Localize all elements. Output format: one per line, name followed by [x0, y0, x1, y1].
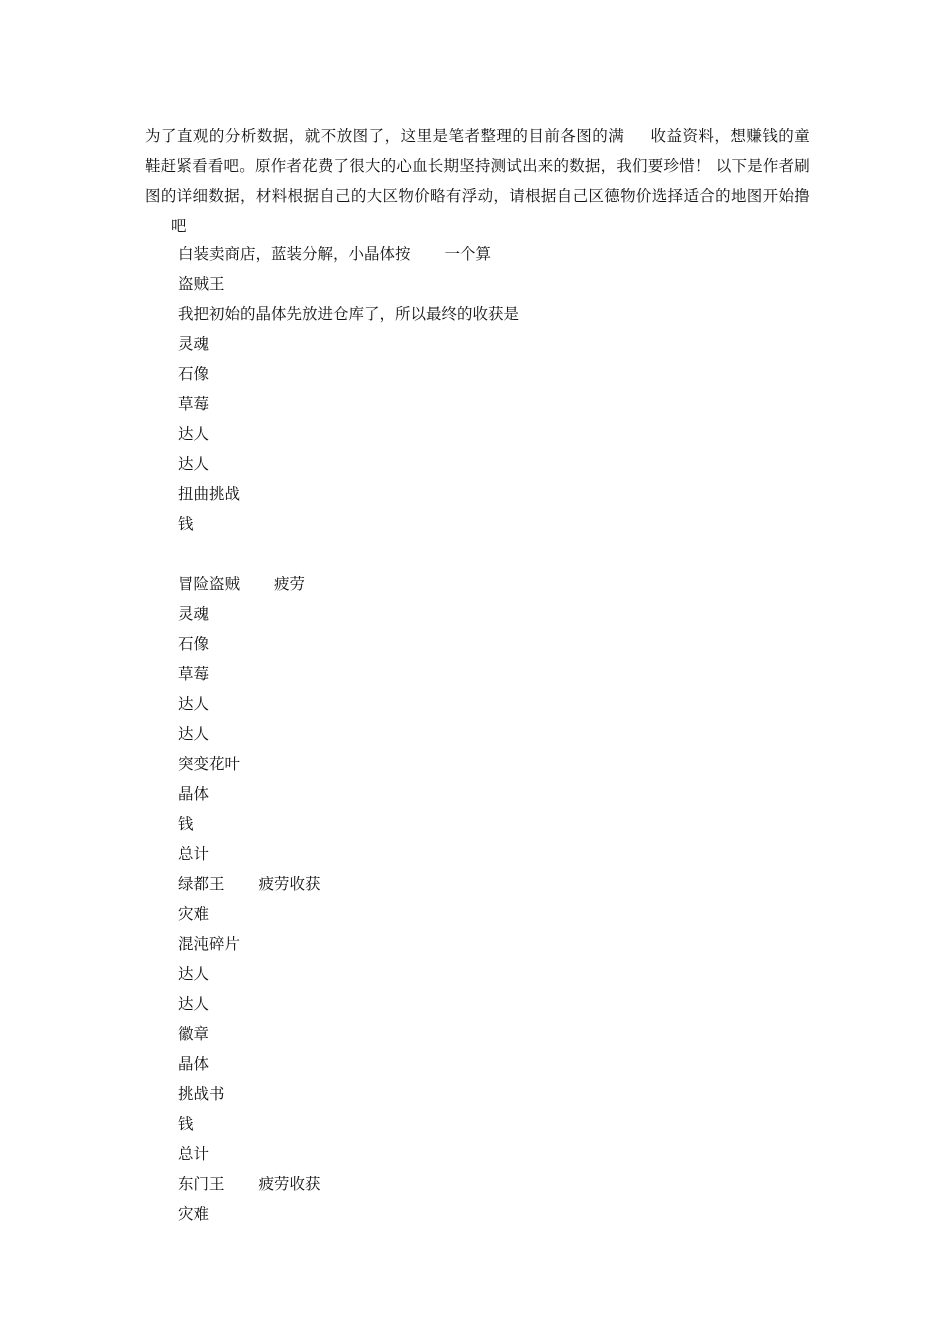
list-line: [178, 659, 778, 689]
list-line: [178, 1169, 778, 1199]
list-line: [178, 839, 778, 869]
line-label: 达人: [178, 725, 210, 743]
list-line: [178, 689, 778, 719]
list-line: [178, 989, 778, 1019]
intro-text-part3: 吧: [171, 217, 187, 235]
line-value: 疲劳收获: [258, 1175, 321, 1193]
list-line: [178, 599, 778, 629]
line-value: 疲劳: [274, 575, 306, 593]
list-line: [178, 779, 778, 809]
list-line: [178, 449, 778, 479]
line-label: 达人: [178, 455, 210, 473]
line-label: 草莓: [178, 395, 210, 413]
list-line: [178, 869, 778, 899]
line-label: 石像: [178, 365, 210, 383]
list-line: [178, 629, 778, 659]
intro-text-part2: 收益资料，想赚钱的童鞋赶紧看看吧。原作者花费了很大的心血长期坚持测试出来的数据，我们要珍惜！ 以下是作者刷图的详细数据，材料根据自己的大区物价略有浮动，请根据自己区德物价选择适合的地图开始撸: [145, 127, 810, 205]
line-label: 徽章: [178, 1025, 210, 1043]
intro-paragraph: [145, 121, 810, 241]
list-line: [178, 569, 778, 599]
list-line: [178, 1019, 778, 1049]
line-label: 扭曲挑战: [178, 485, 241, 503]
line-label: 绿都王: [178, 875, 225, 893]
line-label: 东门王: [178, 1175, 225, 1193]
line-label: 冒险盗贼: [178, 575, 241, 593]
line-value: 一个算: [444, 245, 492, 263]
list-line: [178, 269, 778, 299]
line-label: 突变花叶: [178, 755, 241, 773]
line-label: 灵魂: [178, 335, 210, 353]
list-line: [178, 1199, 778, 1229]
line-label: 达人: [178, 425, 210, 443]
line-label: 总计: [178, 1145, 210, 1163]
list-line: [178, 419, 778, 449]
list-line: [178, 539, 778, 569]
line-label: 白装卖商店，蓝装分解，小晶体按: [178, 245, 411, 263]
line-label: 达人: [178, 965, 210, 983]
list-line: [178, 239, 778, 269]
data-list: [178, 239, 778, 1229]
line-label: 盗贼王: [178, 275, 225, 293]
list-line: [178, 1109, 778, 1139]
line-label: 晶体: [178, 1055, 210, 1073]
list-line: [178, 1049, 778, 1079]
line-value: 疲劳收获: [258, 875, 321, 893]
line-label: 钱: [178, 515, 194, 533]
list-line: [178, 1079, 778, 1109]
line-label: 达人: [178, 995, 210, 1013]
list-line: [178, 899, 778, 929]
list-line: [178, 719, 778, 749]
line-label: 钱: [178, 815, 194, 833]
line-label: 钱: [178, 1115, 194, 1133]
line-label: 总计: [178, 845, 210, 863]
line-label: 草莓: [178, 665, 210, 683]
list-line: [178, 929, 778, 959]
line-label: 挑战书: [178, 1085, 225, 1103]
list-line: [178, 299, 778, 329]
line-label: 灵魂: [178, 605, 210, 623]
line-label: 灾难: [178, 1205, 210, 1223]
line-label: 石像: [178, 635, 210, 653]
list-line: [178, 509, 778, 539]
line-label: 达人: [178, 695, 210, 713]
line-label: 混沌碎片: [178, 935, 241, 953]
list-line: [178, 359, 778, 389]
list-line: [178, 1139, 778, 1169]
list-line: [178, 809, 778, 839]
list-line: [178, 749, 778, 779]
line-label: 我把初始的晶体先放进仓库了，所以最终的收获是: [178, 305, 520, 323]
list-line: [178, 329, 778, 359]
intro-text-part1: 为了直观的分析数据，就不放图了，这里是笔者整理的目前各图的满: [145, 127, 625, 145]
list-line: [178, 479, 778, 509]
list-line: [178, 389, 778, 419]
list-line: [178, 959, 778, 989]
line-label: 晶体: [178, 785, 210, 803]
line-label: 灾难: [178, 905, 210, 923]
